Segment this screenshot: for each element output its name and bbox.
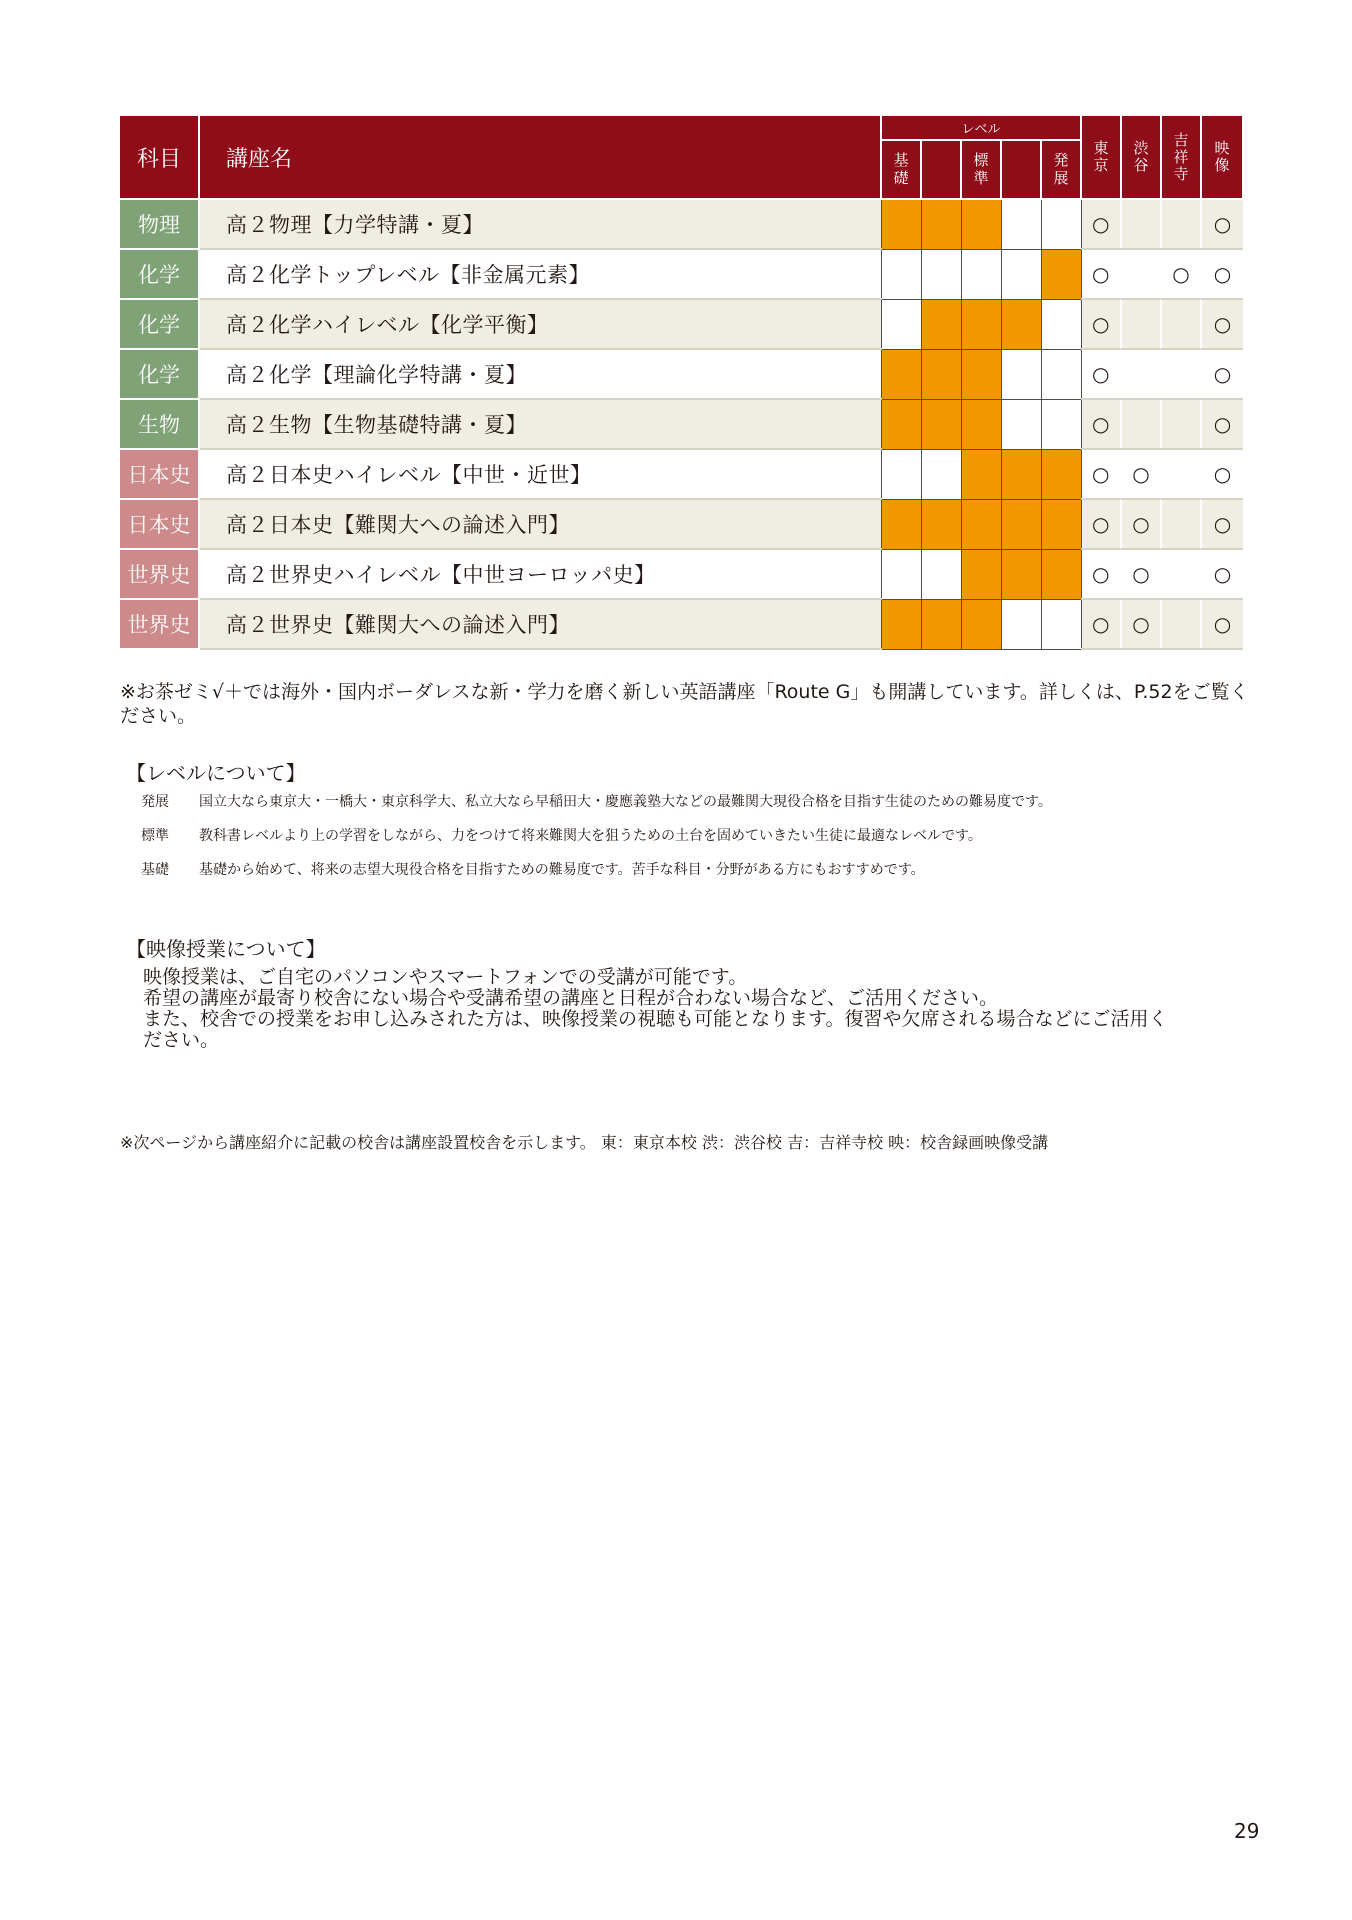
level-row-advanced	[141, 791, 1052, 811]
header-campus-label: 東京	[1093, 139, 1109, 174]
table-row	[119, 199, 1243, 249]
level-cell	[1041, 349, 1081, 399]
subject-cell: 物理	[119, 199, 199, 249]
course-name-cell: 高２世界史ハイレベル【中世ヨーロッパ史】	[199, 549, 881, 599]
level-term: 基礎	[141, 862, 169, 878]
level-cell	[961, 399, 1001, 449]
level-cell	[881, 399, 921, 449]
level-desc: 国立大なら東京大・一橋大・東京科学大、私立大なら早稲田大・慶應義塾大などの最難関大現役合格を目指す生徒のための難易度です。	[199, 794, 1052, 810]
level-cell	[921, 449, 961, 499]
header-campus-tokyo	[1081, 115, 1121, 199]
campus-cell: ○	[1121, 449, 1161, 499]
level-term: 標準	[141, 828, 169, 844]
level-cell	[881, 499, 921, 549]
level-cell	[881, 299, 921, 349]
level-cell	[1041, 449, 1081, 499]
level-cell	[1001, 249, 1041, 299]
header-campus-video	[1201, 115, 1243, 199]
campus-cell: ○	[1121, 599, 1161, 649]
level-term: 発展	[141, 794, 169, 810]
campus-cell	[1121, 299, 1161, 349]
campus-cell: ○	[1201, 599, 1243, 649]
level-cell	[921, 249, 961, 299]
subject-cell: 生物	[119, 399, 199, 449]
campus-cell	[1121, 199, 1161, 249]
campus-cell: ○	[1121, 549, 1161, 599]
course-name-cell: 高２日本史ハイレベル【中世・近世】	[199, 449, 881, 499]
level-cell	[1001, 299, 1041, 349]
course-table	[118, 114, 1244, 650]
table-row	[119, 399, 1243, 449]
header-campus-label: 渋谷	[1133, 139, 1149, 174]
campus-cell: ○	[1081, 399, 1121, 449]
campus-cell: ○	[1201, 399, 1243, 449]
level-desc: 基礎から始めて、将来の志望大現役合格を目指すための難易度です。苦手な科目・分野がある方にもおすすめです。	[199, 862, 925, 878]
route-g-note: ※お茶ゼミ√＋では海外・国内ボーダレスな新・学力を磨く新しい英語講座「Route G」も開講しています。詳しくは、P.52をご覧ください。	[120, 681, 1249, 727]
level-cell	[961, 449, 1001, 499]
campus-cell: ○	[1081, 199, 1121, 249]
video-heading: 【映像授業について】	[126, 937, 326, 961]
subject-cell: 世界史	[119, 599, 199, 649]
video-line: また、校舎での授業をお申し込みされた方は、映像授業の視聴も可能となります。復習や欠席される場合などにご活用く	[143, 1008, 1168, 1030]
campus-cell: ○	[1201, 499, 1243, 549]
campus-cell	[1161, 349, 1201, 399]
subject-cell: 化学	[119, 349, 199, 399]
header-level-advanced	[1041, 140, 1081, 199]
campus-cell: ○	[1201, 549, 1243, 599]
header-level: レベル	[881, 115, 1081, 140]
table-row	[119, 299, 1243, 349]
level-cell	[961, 549, 1001, 599]
level-cell	[961, 199, 1001, 249]
course-name-cell: 高２化学【理論化学特講・夏】	[199, 349, 881, 399]
level-cell	[1001, 449, 1041, 499]
campus-cell: ○	[1201, 449, 1243, 499]
table-row	[119, 499, 1243, 549]
table-row	[119, 549, 1243, 599]
video-line: 希望の講座が最寄り校舎にない場合や受講希望の講座と日程が合わない場合など、ご活用ください。	[143, 987, 999, 1009]
level-cell	[1001, 399, 1041, 449]
campus-cell	[1161, 399, 1201, 449]
campus-cell: ○	[1201, 299, 1243, 349]
table-row	[119, 249, 1243, 299]
campus-cell	[1161, 449, 1201, 499]
header-course-name: 講座名	[199, 115, 881, 199]
campus-cell	[1161, 299, 1201, 349]
course-name-cell: 高２日本史【難関大への論述入門】	[199, 499, 881, 549]
level-cell	[1041, 299, 1081, 349]
level-cell	[1041, 249, 1081, 299]
level-cell	[881, 549, 921, 599]
header-campus-label: 吉祥寺	[1173, 130, 1189, 183]
level-cell	[961, 499, 1001, 549]
header-level-blank	[921, 140, 961, 199]
course-name-cell: 高２生物【生物基礎特講・夏】	[199, 399, 881, 449]
level-cell	[881, 599, 921, 649]
campus-legend-note: ※次ページから講座紹介に記載の校舎は講座設置校舎を示します。 東：東京本校 渋：渋谷校 吉：吉祥寺校 映：校舎録画映像受講	[120, 1133, 1049, 1152]
campus-cell	[1121, 349, 1161, 399]
level-cell	[961, 349, 1001, 399]
subject-cell: 化学	[119, 299, 199, 349]
header-level-standard	[961, 140, 1001, 199]
campus-cell: ○	[1201, 249, 1243, 299]
course-name-cell: 高２化学トップレベル【非金属元素】	[199, 249, 881, 299]
level-cell	[1001, 499, 1041, 549]
level-cell	[961, 249, 1001, 299]
campus-cell: ○	[1161, 249, 1201, 299]
page-number: 29	[1234, 1819, 1260, 1843]
header-level-blank	[1001, 140, 1041, 199]
level-cell	[921, 349, 961, 399]
video-description	[143, 967, 1243, 1051]
header-level-basic	[881, 140, 921, 199]
campus-cell: ○	[1201, 199, 1243, 249]
subject-cell: 世界史	[119, 549, 199, 599]
level-cell	[921, 399, 961, 449]
level-cell	[1001, 199, 1041, 249]
level-cell	[1001, 549, 1041, 599]
table-row	[119, 599, 1243, 649]
level-cell	[881, 199, 921, 249]
level-row-basic	[141, 859, 925, 879]
level-row-standard	[141, 825, 982, 845]
campus-cell	[1161, 549, 1201, 599]
course-name-cell: 高２化学ハイレベル【化学平衡】	[199, 299, 881, 349]
video-line: ださい。	[143, 1029, 220, 1051]
header-subject: 科目	[119, 115, 199, 199]
level-cell	[881, 249, 921, 299]
level-cell	[1001, 599, 1041, 649]
level-cell	[881, 349, 921, 399]
level-cell	[1001, 349, 1041, 399]
course-name-cell: 高２物理【力学特講・夏】	[199, 199, 881, 249]
header-campus-label: 映像	[1214, 139, 1230, 174]
campus-cell	[1121, 399, 1161, 449]
level-cell	[961, 299, 1001, 349]
level-cell	[881, 449, 921, 499]
table-row	[119, 449, 1243, 499]
header-campus-kichijoji	[1161, 115, 1201, 199]
header-level-label: 標準	[973, 151, 989, 188]
course-rows	[119, 199, 1243, 649]
header-level-label: 基礎	[893, 151, 909, 188]
campus-cell	[1161, 199, 1201, 249]
campus-cell: ○	[1201, 349, 1243, 399]
campus-cell	[1121, 249, 1161, 299]
level-cell	[1041, 549, 1081, 599]
campus-cell: ○	[1081, 299, 1121, 349]
campus-cell: ○	[1081, 549, 1121, 599]
table-row	[119, 349, 1243, 399]
level-cell	[1041, 599, 1081, 649]
level-cell	[1041, 499, 1081, 549]
campus-cell	[1161, 599, 1201, 649]
campus-cell: ○	[1081, 349, 1121, 399]
level-cell	[961, 599, 1001, 649]
level-cell	[921, 499, 961, 549]
level-desc: 教科書レベルより上の学習をしながら、力をつけて将来難関大を狙うための土台を固めていきたい生徒に最適なレベルです。	[199, 828, 982, 844]
campus-cell: ○	[1121, 499, 1161, 549]
level-heading: 【レベルについて】	[126, 761, 306, 785]
video-line: 映像授業は、ご自宅のパソコンやスマートフォンでの受講が可能です。	[143, 966, 748, 988]
campus-cell	[1161, 499, 1201, 549]
campus-cell: ○	[1081, 599, 1121, 649]
level-cell	[921, 299, 961, 349]
campus-cell: ○	[1081, 499, 1121, 549]
level-cell	[1041, 399, 1081, 449]
level-cell	[921, 199, 961, 249]
header-level-label: 発展	[1053, 151, 1069, 188]
subject-cell: 日本史	[119, 499, 199, 549]
campus-cell: ○	[1081, 449, 1121, 499]
level-cell	[921, 549, 961, 599]
header-campus-shibuya	[1121, 115, 1161, 199]
campus-cell: ○	[1081, 249, 1121, 299]
subject-cell: 日本史	[119, 449, 199, 499]
subject-cell: 化学	[119, 249, 199, 299]
level-cell	[921, 599, 961, 649]
course-name-cell: 高２世界史【難関大への論述入門】	[199, 599, 881, 649]
level-cell	[1041, 199, 1081, 249]
